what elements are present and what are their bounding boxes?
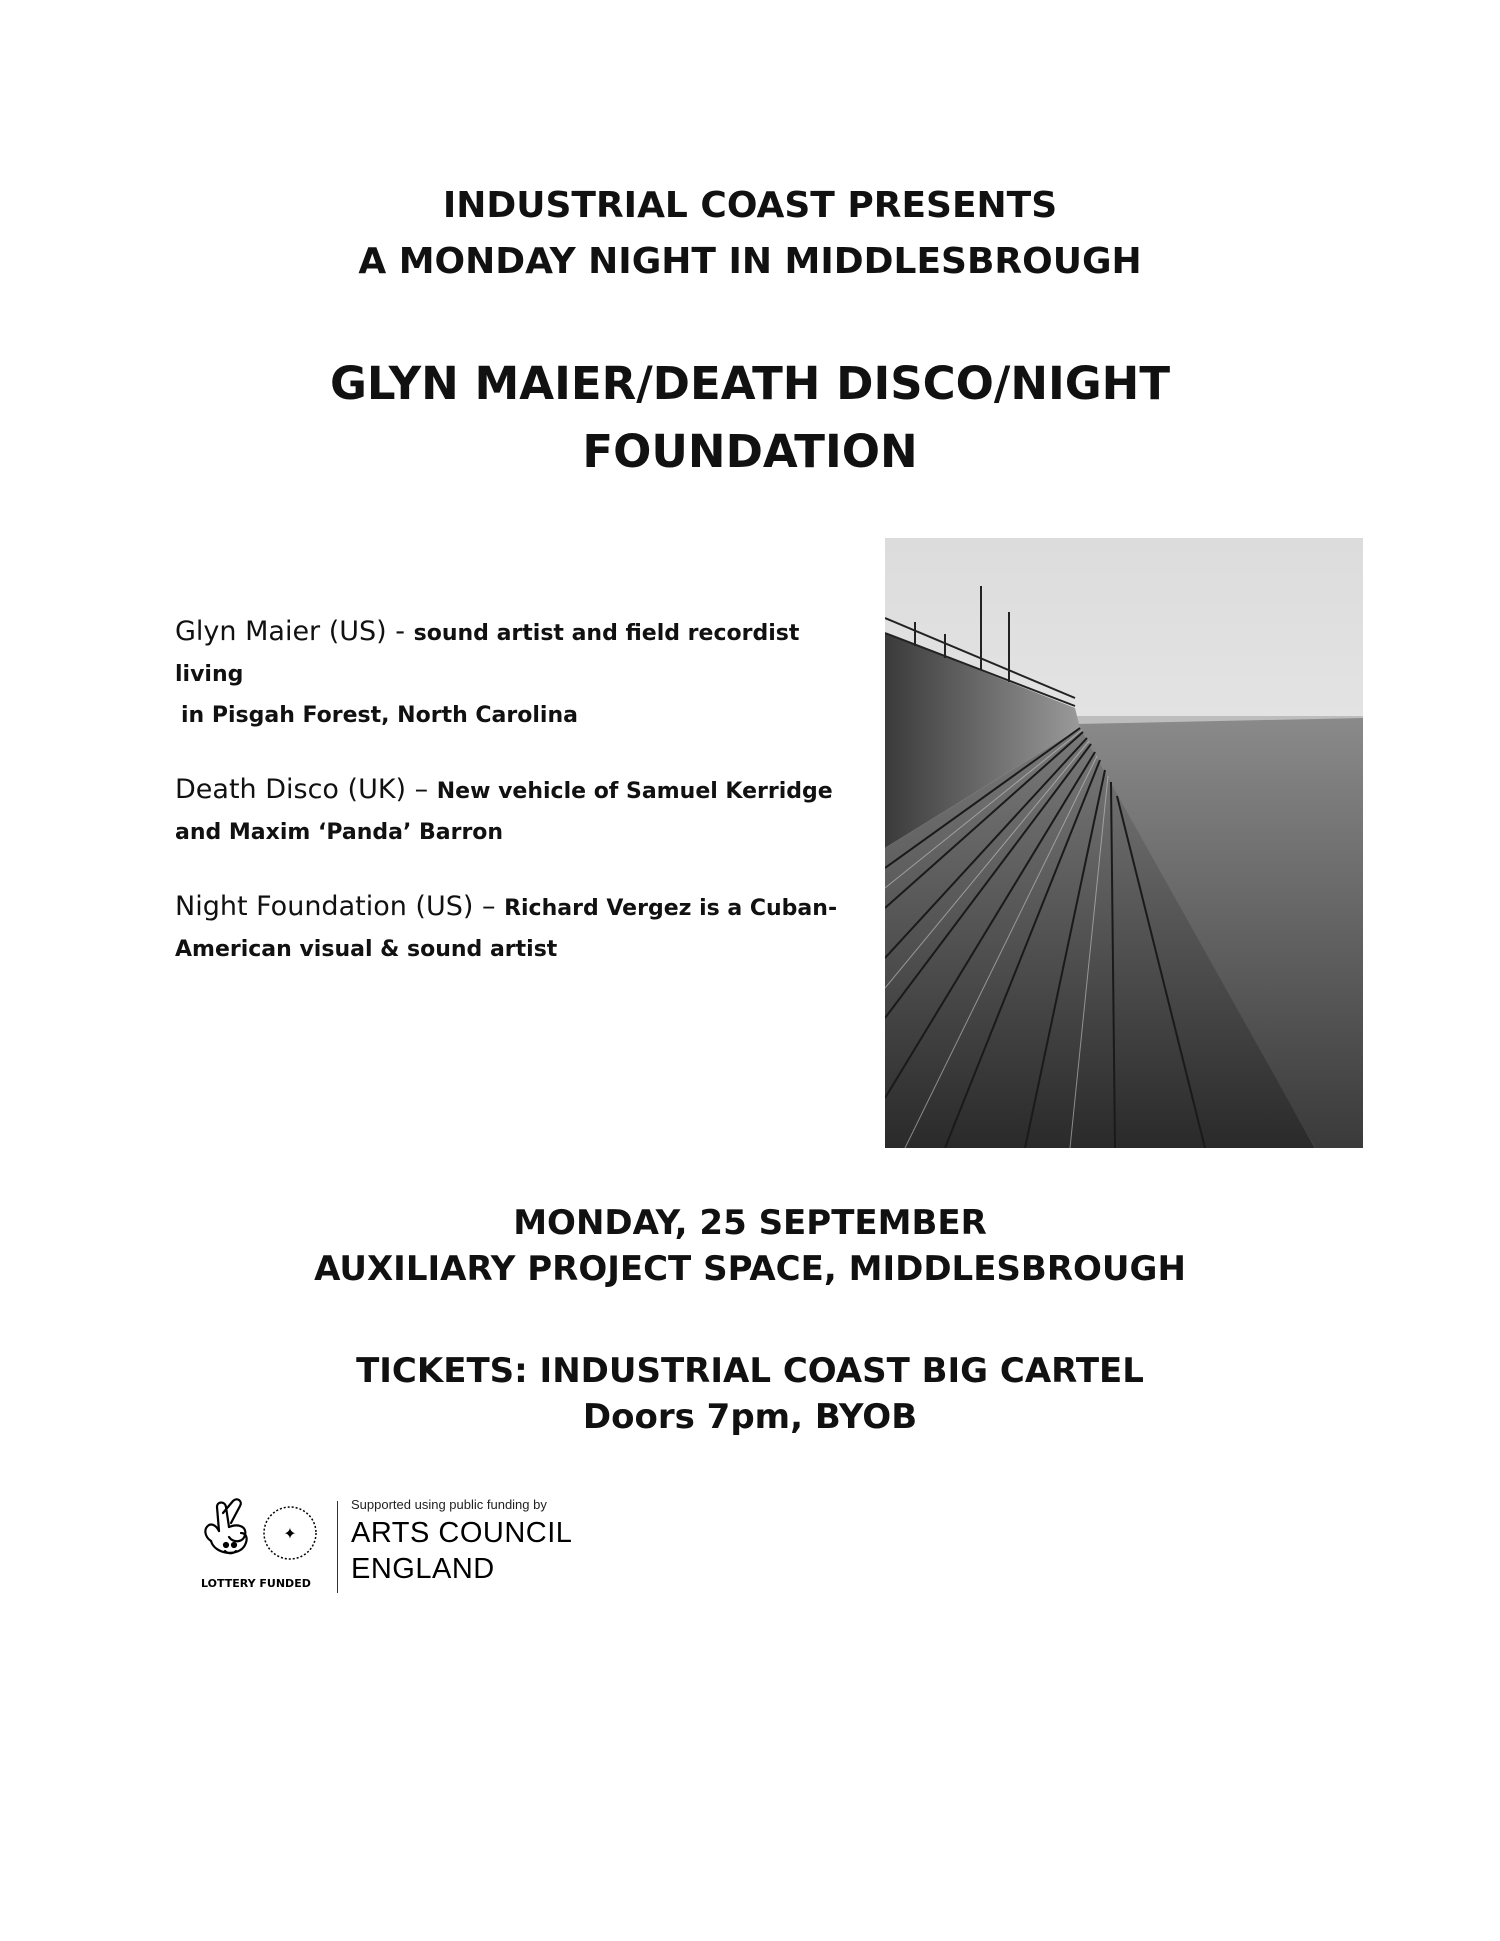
doors-info: Doors 7pm, BYOB	[582, 1397, 918, 1437]
supported-text: Supported using public funding by	[351, 1497, 547, 1512]
artist-list	[175, 612, 875, 1004]
council-name-line-2: ENGLAND	[351, 1553, 495, 1585]
artist-description: Richard Vergez is a Cuban-	[504, 896, 838, 921]
lineup-line-1: GLYN MAIER/DEATH DISCO/NIGHT	[329, 357, 1171, 410]
artist-separator: –	[473, 891, 505, 922]
artist-name: Night Foundation (US)	[175, 891, 474, 922]
crossed-fingers-icon	[195, 1493, 325, 1577]
svg-text:✦: ✦	[283, 1524, 297, 1543]
lottery-funded-label: LOTTERY FUNDED	[201, 1577, 311, 1590]
presents-line-1: INDUSTRIAL COAST PRESENTS	[442, 185, 1058, 226]
artist-name: Glyn Maier (US)	[175, 616, 387, 647]
artist-description-line-2: and Maxim ‘Panda’ Barron	[175, 820, 504, 845]
artist-description: sound artist and field recordist living	[175, 621, 800, 687]
event-details	[0, 1200, 1500, 1292]
artist-description-line-2: in Pisgah Forest, North Carolina	[181, 703, 578, 728]
artist-entry	[175, 770, 875, 853]
arts-council-wordmark	[351, 1497, 572, 1584]
lottery-logo	[195, 1493, 325, 1593]
logo-divider	[337, 1501, 338, 1593]
artist-entry	[175, 612, 875, 736]
artist-separator: –	[406, 774, 437, 805]
lineup-line-2: FOUNDATION	[582, 425, 918, 478]
presents-line-2: A MONDAY NIGHT IN MIDDLESBROUGH	[358, 241, 1142, 282]
arts-council-seal-icon	[264, 1507, 316, 1559]
artist-separator: -	[386, 616, 414, 647]
artist-description: New vehicle of Samuel Kerridge	[436, 779, 833, 804]
event-date: MONDAY, 25 SEPTEMBER	[513, 1203, 987, 1243]
event-venue: AUXILIARY PROJECT SPACE, MIDDLESBROUGH	[314, 1249, 1186, 1289]
ticket-info: TICKETS: INDUSTRIAL COAST BIG CARTEL	[356, 1351, 1144, 1391]
presents-heading	[0, 178, 1500, 290]
ticket-details	[0, 1348, 1500, 1440]
seawall-steps-photo	[885, 538, 1363, 1148]
lineup-heading	[0, 350, 1500, 486]
funder-logos	[195, 1493, 615, 1593]
council-name-line-1: ARTS COUNCIL	[351, 1517, 573, 1549]
artist-description-line-2: American visual & sound artist	[175, 937, 558, 962]
artist-entry	[175, 887, 875, 970]
artist-name: Death Disco (UK)	[175, 774, 407, 805]
